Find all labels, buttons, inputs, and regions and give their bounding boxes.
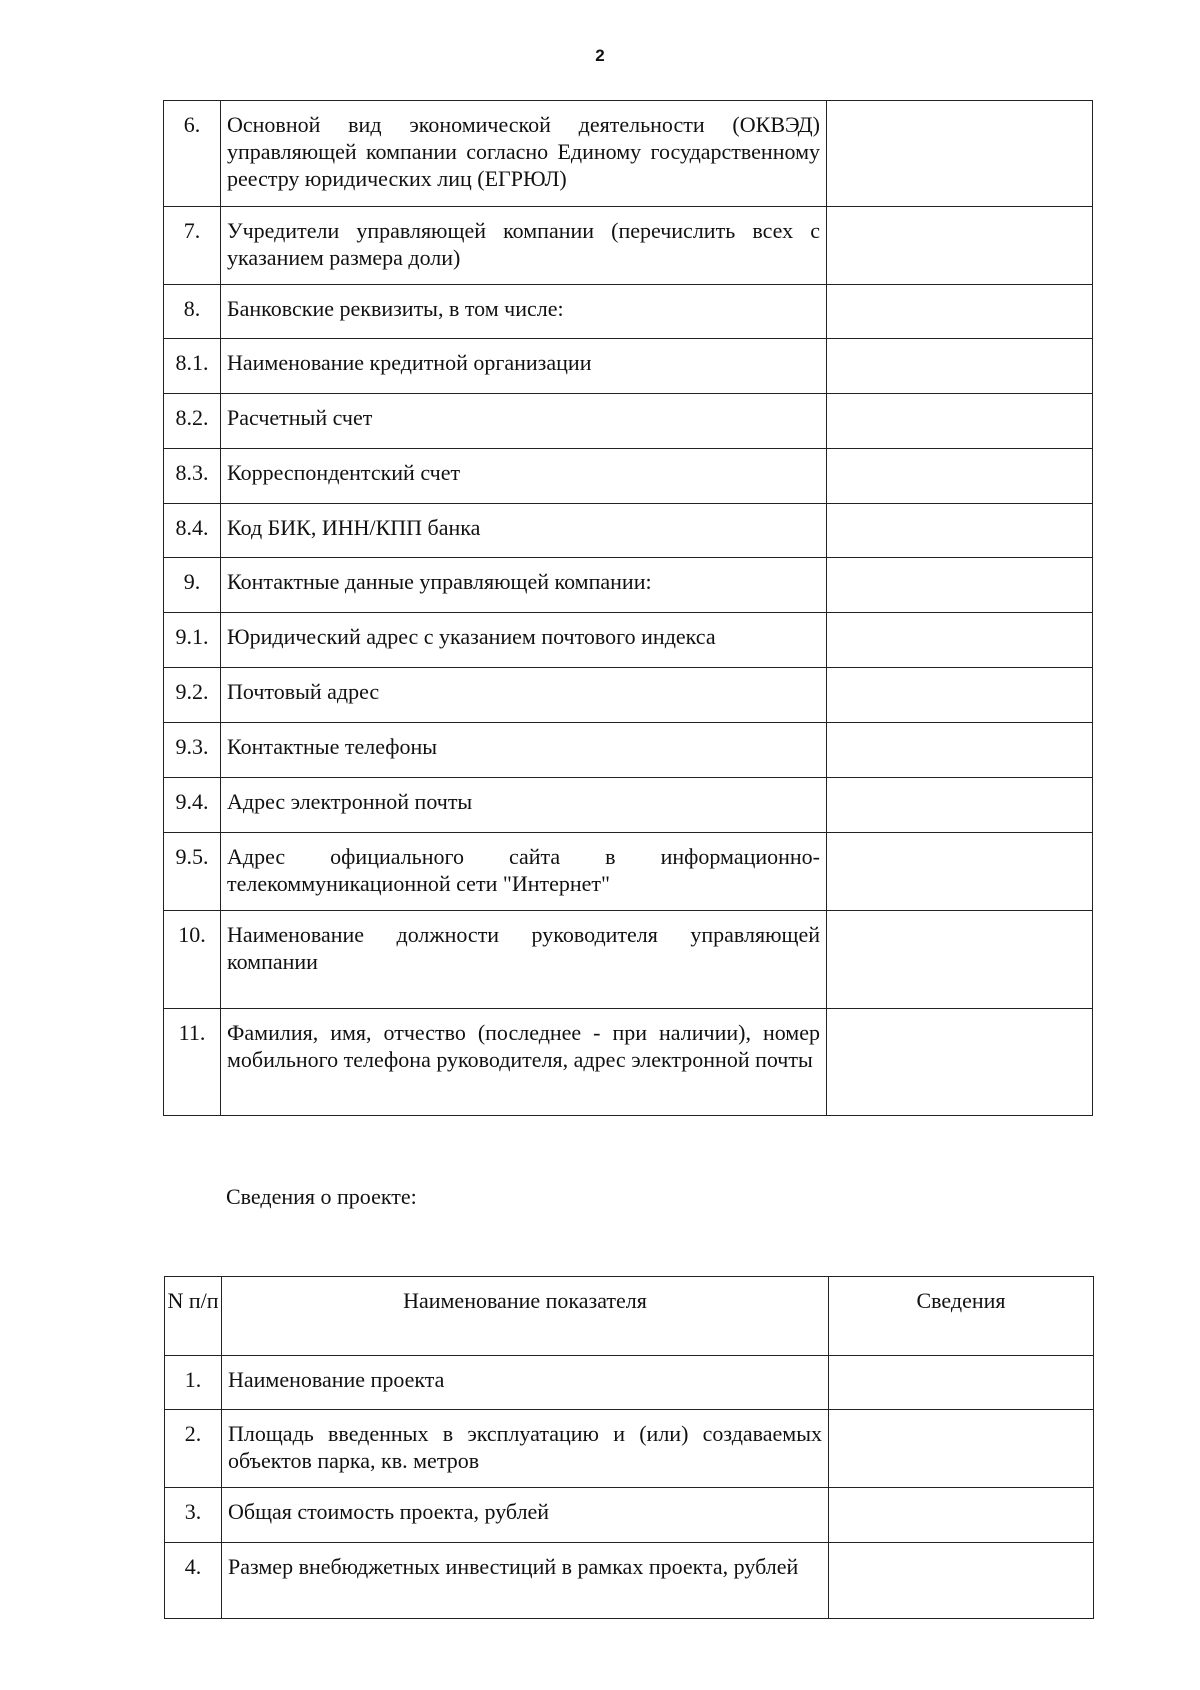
value-cell[interactable] [827,723,1093,778]
value-cell[interactable] [827,101,1093,207]
row-number: 9.4. [164,778,221,833]
row-label: Учредители управляющей компании (перечислить всех с указанием размера доли) [221,207,827,285]
row-label: Адрес официального сайта в информационно-телекоммуникационной сети "Интернет" [221,833,827,911]
column-header-number: N п/п [165,1277,222,1356]
value-cell[interactable] [827,449,1093,504]
row-number: 2. [165,1410,222,1488]
value-cell[interactable] [827,1009,1093,1116]
row-number: 9.5. [164,833,221,911]
table-row [165,1543,1094,1619]
table-row [164,207,1093,285]
value-cell[interactable] [827,911,1093,1009]
table-row [164,833,1093,911]
row-number: 8. [164,285,221,339]
value-cell[interactable] [829,1356,1094,1410]
row-number: 8.2. [164,394,221,449]
table-row [164,911,1093,1009]
row-label: Банковские реквизиты, в том числе: [221,285,827,339]
row-label: Размер внебюджетных инвестиций в рамках проекта, рублей [222,1543,829,1619]
row-number: 8.4. [164,504,221,558]
row-label: Фамилия, имя, отчество (последнее - при наличии), номер мобильного телефона руководителя, адрес электронной почты [221,1009,827,1116]
table-row [164,285,1093,339]
row-number: 8.3. [164,449,221,504]
row-label: Корреспондентский счет [221,449,827,504]
row-number: 4. [165,1543,222,1619]
value-cell[interactable] [829,1410,1094,1488]
table-row [164,449,1093,504]
row-label: Наименование кредитной организации [221,339,827,394]
value-cell[interactable] [829,1543,1094,1619]
value-cell[interactable] [827,207,1093,285]
row-label: Юридический адрес с указанием почтового индекса [221,613,827,668]
table-row [164,778,1093,833]
value-cell[interactable] [829,1488,1094,1543]
row-number: 11. [164,1009,221,1116]
table-row [165,1410,1094,1488]
row-number: 3. [165,1488,222,1543]
row-number: 6. [164,101,221,207]
row-label: Почтовый адрес [221,668,827,723]
row-number: 7. [164,207,221,285]
value-cell[interactable] [827,613,1093,668]
value-cell[interactable] [827,394,1093,449]
row-label: Контактные телефоны [221,723,827,778]
value-cell[interactable] [827,339,1093,394]
row-number: 9.3. [164,723,221,778]
table-row [164,613,1093,668]
value-cell[interactable] [827,668,1093,723]
table-row [164,101,1093,207]
row-label: Общая стоимость проекта, рублей [222,1488,829,1543]
company-info-table [163,100,1093,1116]
table-row [164,668,1093,723]
row-label: Адрес электронной почты [221,778,827,833]
row-label: Код БИК, ИНН/КПП банка [221,504,827,558]
page-number: 2 [595,46,605,65]
row-number: 10. [164,911,221,1009]
column-header-value: Сведения [829,1277,1094,1356]
row-label: Контактные данные управляющей компании: [221,558,827,613]
row-number: 9.1. [164,613,221,668]
section-heading: Сведения о проекте: [226,1184,417,1209]
row-label: Расчетный счет [221,394,827,449]
value-cell[interactable] [827,285,1093,339]
table-row [164,1009,1093,1116]
row-number: 9.2. [164,668,221,723]
row-label: Наименование проекта [222,1356,829,1410]
project-info-table [164,1276,1094,1619]
value-cell[interactable] [827,778,1093,833]
row-label: Площадь введенных в эксплуатацию и (или) создаваемых объектов парка, кв. метров [222,1410,829,1488]
value-cell[interactable] [827,558,1093,613]
value-cell[interactable] [827,833,1093,911]
table-header-row [165,1277,1094,1356]
row-number: 9. [164,558,221,613]
table-row [164,394,1093,449]
table-row [164,558,1093,613]
table-row [165,1488,1094,1543]
column-header-name: Наименование показателя [222,1277,829,1356]
table-row [164,339,1093,394]
value-cell[interactable] [827,504,1093,558]
table-row [164,723,1093,778]
table-row [164,504,1093,558]
row-label: Наименование должности руководителя управляющей компании [221,911,827,1009]
row-label: Основной вид экономической деятельности (ОКВЭД) управляющей компании согласно Единому государственному реестру юридических лиц (ЕГРЮЛ) [221,101,827,207]
row-number: 8.1. [164,339,221,394]
row-number: 1. [165,1356,222,1410]
table-row [165,1356,1094,1410]
